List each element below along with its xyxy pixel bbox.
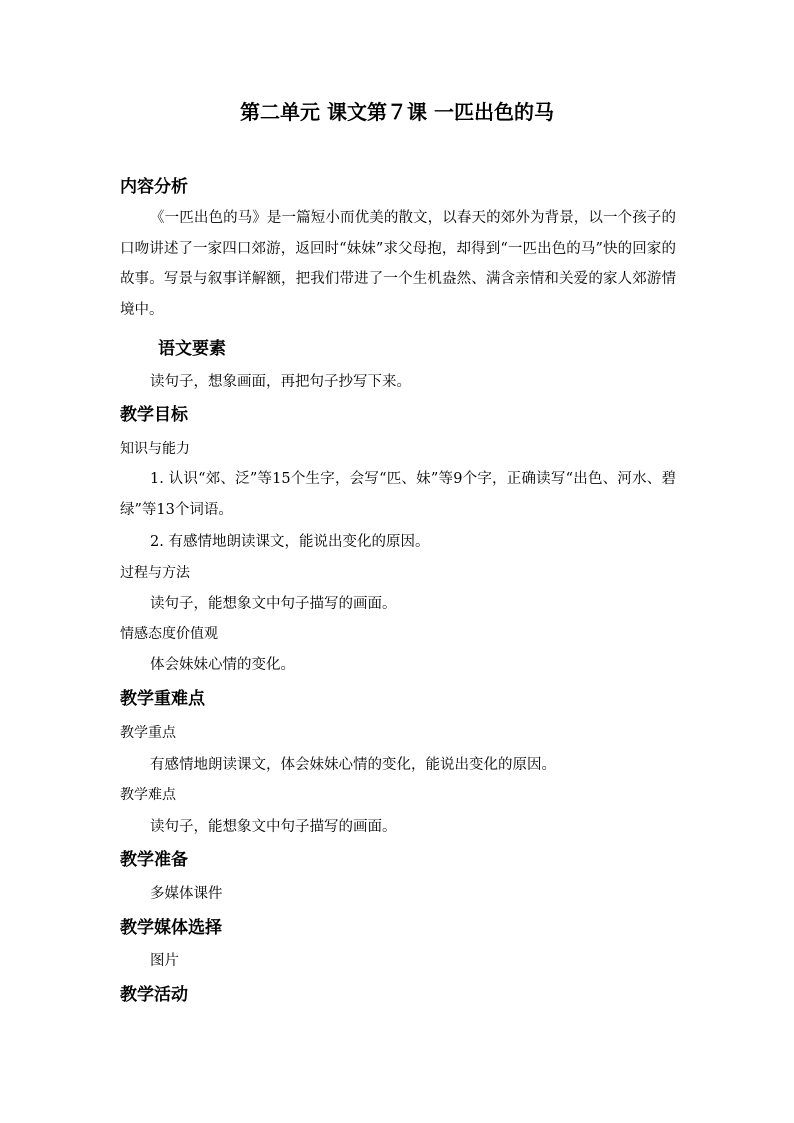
label-emotion-values: 情感态度价值观 [120, 626, 218, 642]
heading-activities: 教学活动 [120, 985, 188, 1005]
label-teaching-difficulty: 教学难点 [120, 787, 176, 803]
text-emotion-values: 体会妹妹心情的变化。 [150, 657, 295, 673]
text-media: 图片 [150, 953, 179, 969]
paragraph-content-analysis: 《一匹出色的马》是一篇短小而优美的散文，以春天的郊外为背景，以一个孩子的口吻讲述了一家四口郊游，返回时“妹妹”求父母抱，却得到“一匹出色的马”快的回家的故事。写景与叙事详解额，把我们带进了一个生机盎然、满含亲情和关爱的家人郊游情境中。 [120, 210, 676, 318]
document-title: 第二单元 课文第７课 一匹出色的马 [240, 100, 554, 124]
heading-preparation: 教学准备 [120, 850, 188, 870]
text-process-method: 读句子，能想象文中句子描写的画面。 [150, 596, 397, 612]
goal-item-2: 2. 有感情地朗读课文，能说出变化的原因。 [150, 534, 430, 550]
heading-language-elements: 语文要素 [158, 339, 226, 359]
label-teaching-focus: 教学重点 [120, 725, 176, 741]
text-preparation: 多媒体课件 [150, 886, 223, 902]
text-language-elements: 读句子，想象画面，再把句子抄写下来。 [150, 374, 411, 390]
goal-item-1: 1. 认识“郊、泛”等15个生字，会写“匹、妹”等9个字，正确读写“出色、河水、碧绿”等13个词语。 [120, 471, 676, 518]
heading-key-points: 教学重难点 [120, 689, 205, 709]
heading-teaching-goals: 教学目标 [120, 405, 188, 425]
label-process-method: 过程与方法 [120, 565, 190, 581]
text-teaching-focus: 有感情地朗读课文，体会妹妹心情的变化，能说出变化的原因。 [150, 757, 556, 773]
label-knowledge-ability: 知识与能力 [120, 441, 190, 457]
text-teaching-difficulty: 读句子，能想象文中句子描写的画面。 [150, 819, 397, 835]
heading-content-analysis: 内容分析 [120, 177, 188, 197]
heading-media: 教学媒体选择 [120, 918, 222, 938]
